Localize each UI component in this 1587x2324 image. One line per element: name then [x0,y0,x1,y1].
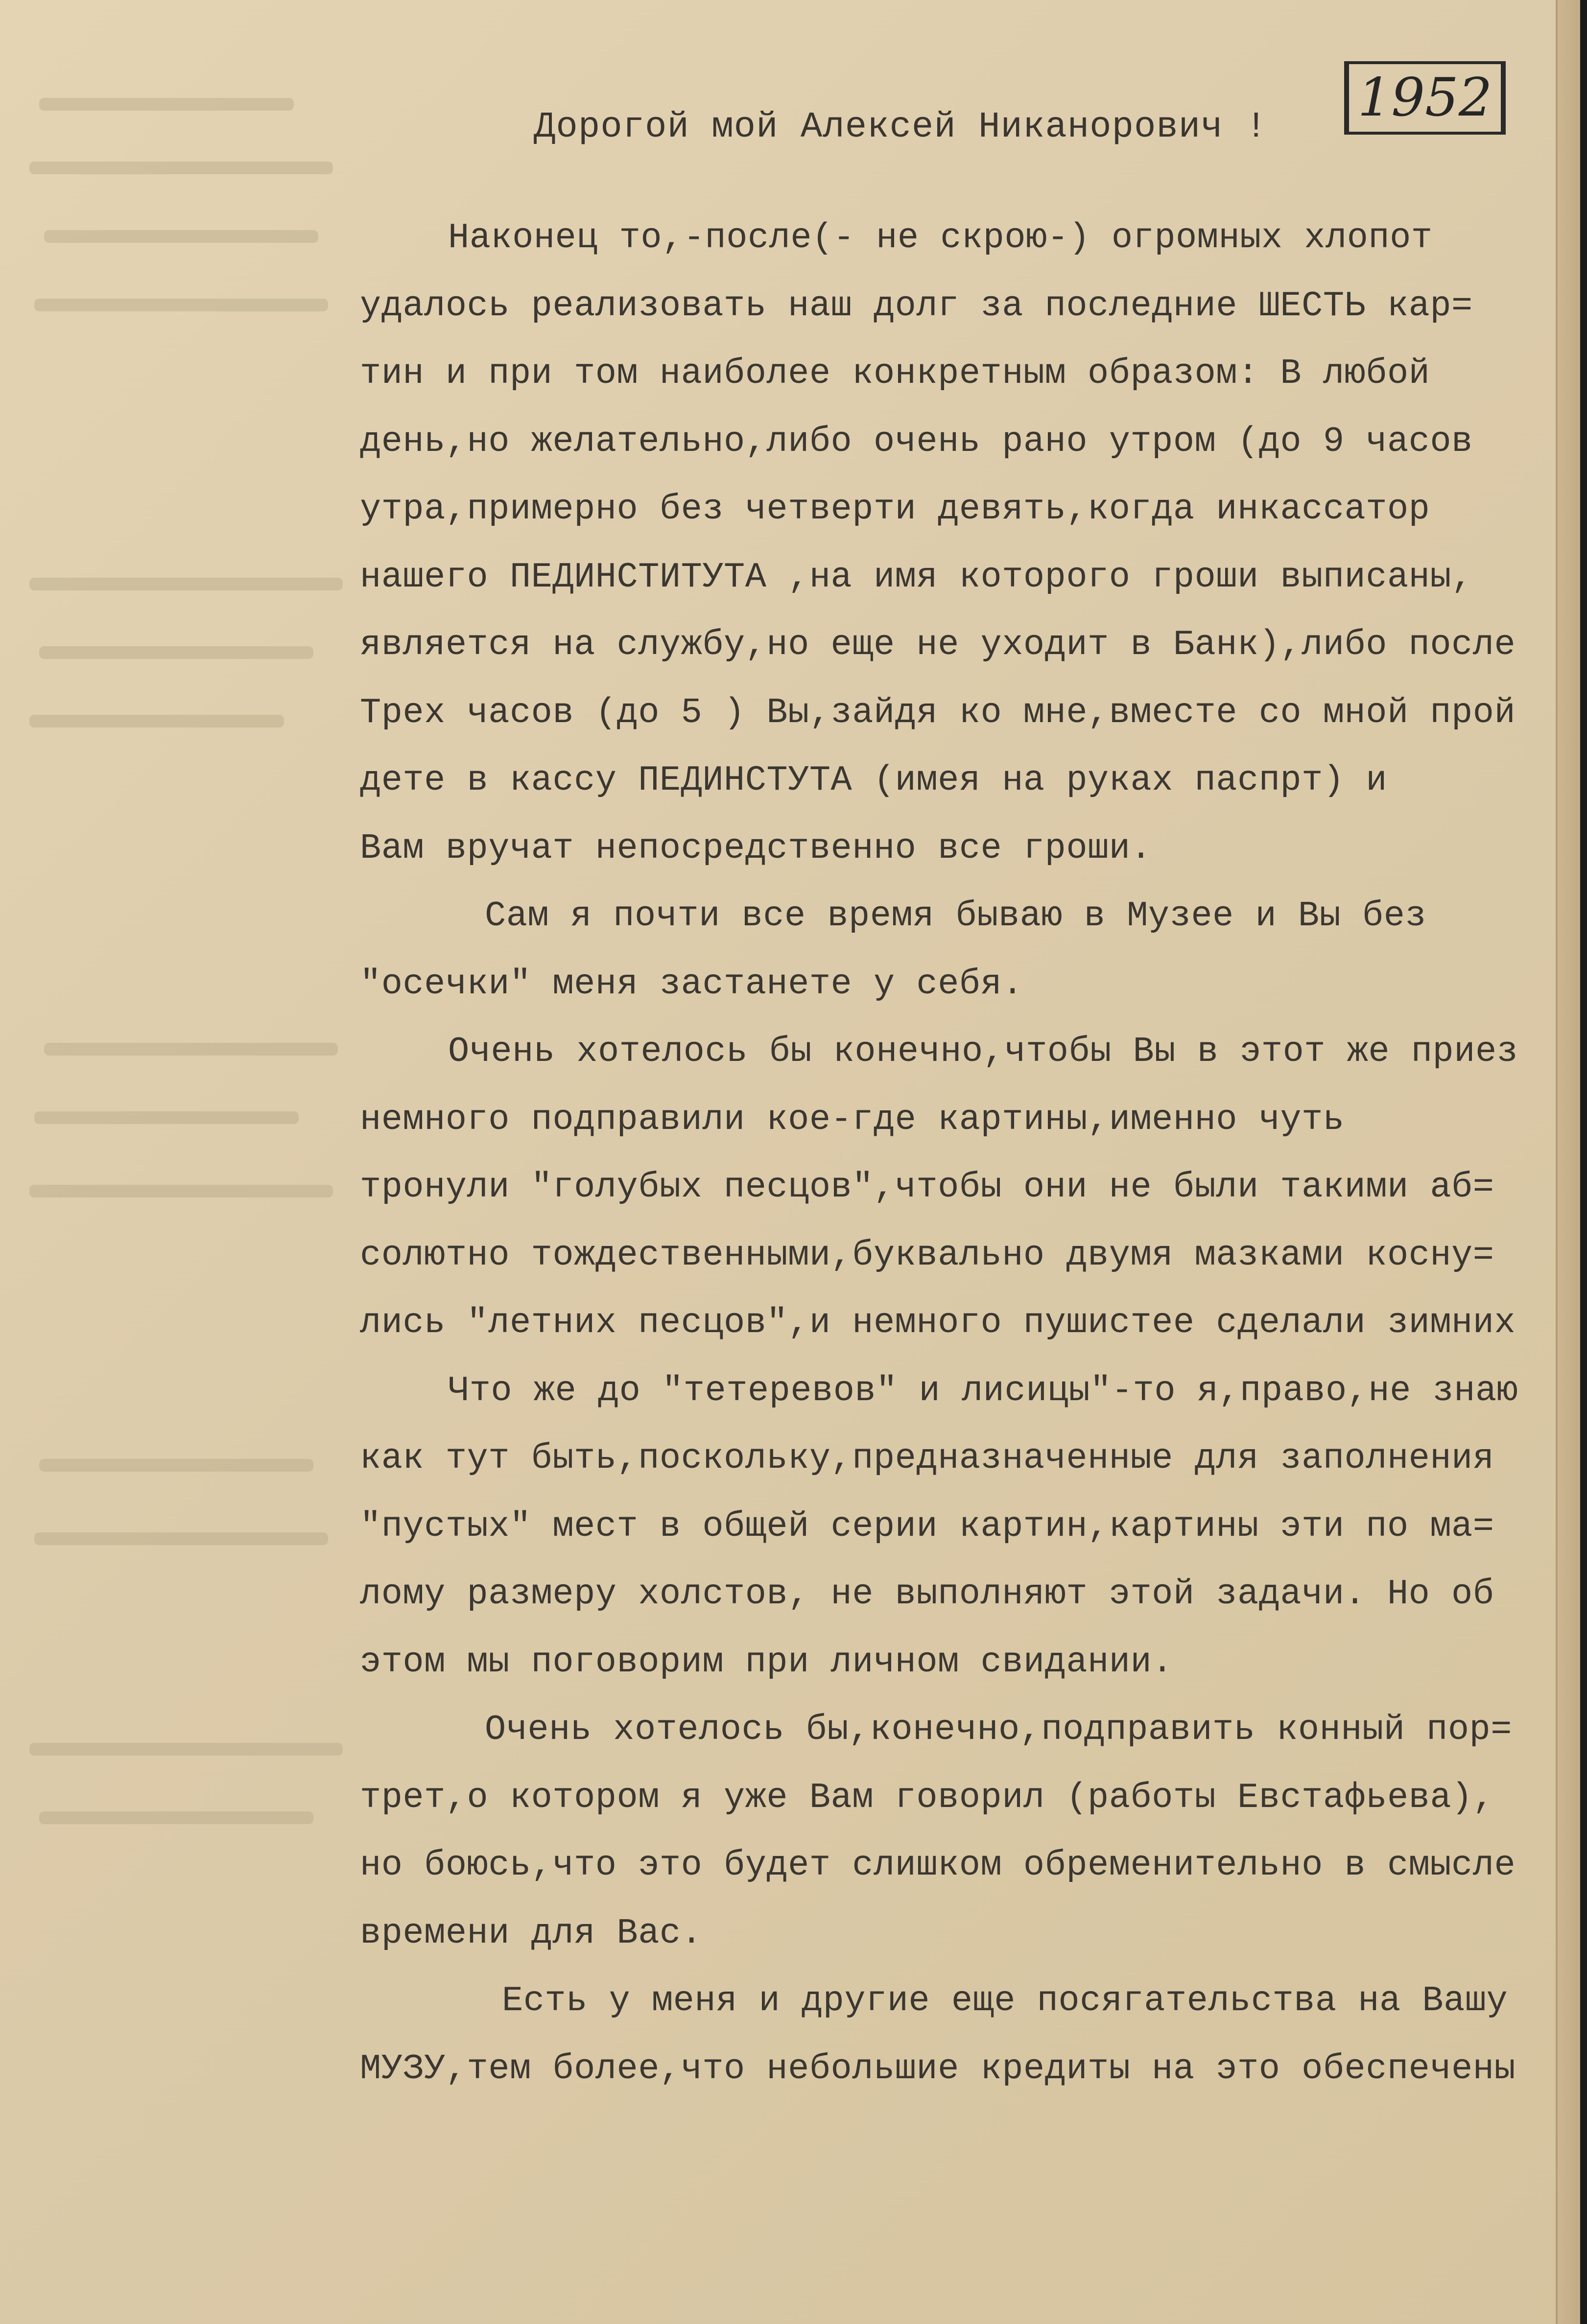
text-line: солютно тождественными,буквально двумя мазками косну= [360,1235,1494,1275]
text-line: лись "летних песцов",и немного пушистее сделали зимних [360,1303,1516,1343]
text-line: Вам вручат непосредственно все гроши. [360,828,1152,869]
text-line: Сам я почти все время бываю в Музее и Вы без [485,896,1427,936]
text-line: Очень хотелось бы конечно,чтобы Вы в этот же приез [448,1032,1518,1072]
archive-number-stamp [1344,61,1506,135]
text-line: нашего ПЕДИНСТИТУТА ,на имя которого гроши выписаны, [360,557,1473,597]
text-line: Трех часов (до 5 ) Вы,зайдя ко мне,вместе со мной прой [360,692,1516,733]
letter-body [360,213,1535,2112]
letter-salutation: Дорогой мой Алексей Никанорович ! [534,107,1268,148]
text-line: трет,о котором я уже Вам говорил (работы Евстафьева), [360,1777,1494,1818]
text-line: тронули "голубых песцов",чтобы они не были такими аб= [360,1167,1494,1207]
text-line: Наконец то,-после(- не скрою-) огромных хлопот [448,218,1433,258]
scan-border [1580,0,1587,2324]
text-line: как тут быть,поскольку,предназначенные для заполнения [360,1438,1494,1479]
text-line: Есть у меня и другие еще посягательства на Вашу [502,1981,1508,2021]
text-line: удалось реализовать наш долг за последние ШЕСТЬ кар= [360,285,1473,326]
text-line: МУЗУ,тем более,что небольшие кредиты на это обеспечены [360,2048,1516,2089]
text-line: день,но желательно,либо очень рано утром (до 9 часов [360,421,1473,462]
archive-number: 1952 [1357,67,1492,128]
text-line: лому размеру холстов, не выполняют этой задачи. Но об [360,1574,1494,1614]
text-line: "осечки" меня застанете у себя. [360,963,1023,1004]
text-line: тин и при том наиболее конкретным образом: В любой [360,353,1430,394]
text-line: времени для Вас. [360,1913,703,1953]
text-line: является на службу,но еще не уходит в Банк),либо после [360,625,1516,665]
text-line: этом мы поговорим при личном свидании. [360,1642,1173,1682]
text-line: немного подправили кое-где картины,именно чуть [360,1099,1345,1140]
text-line: утра,примерно без четверти девять,когда инкассатор [360,489,1430,529]
text-line: дете в кассу ПЕДИНСТУТА (имея на руках паспрт) и [360,760,1387,800]
text-line: Очень хотелось бы,конечно,подправить конный пор= [485,1710,1512,1750]
text-line: но боюсь,что это будет слишком обременительно в смысле [360,1845,1516,1885]
text-line: Что же до "тетеревов" и лисицы"-то я,право,не знаю [448,1370,1518,1411]
text-line: "пустых" мест в общей серии картин,картины эти по ма= [360,1506,1494,1547]
